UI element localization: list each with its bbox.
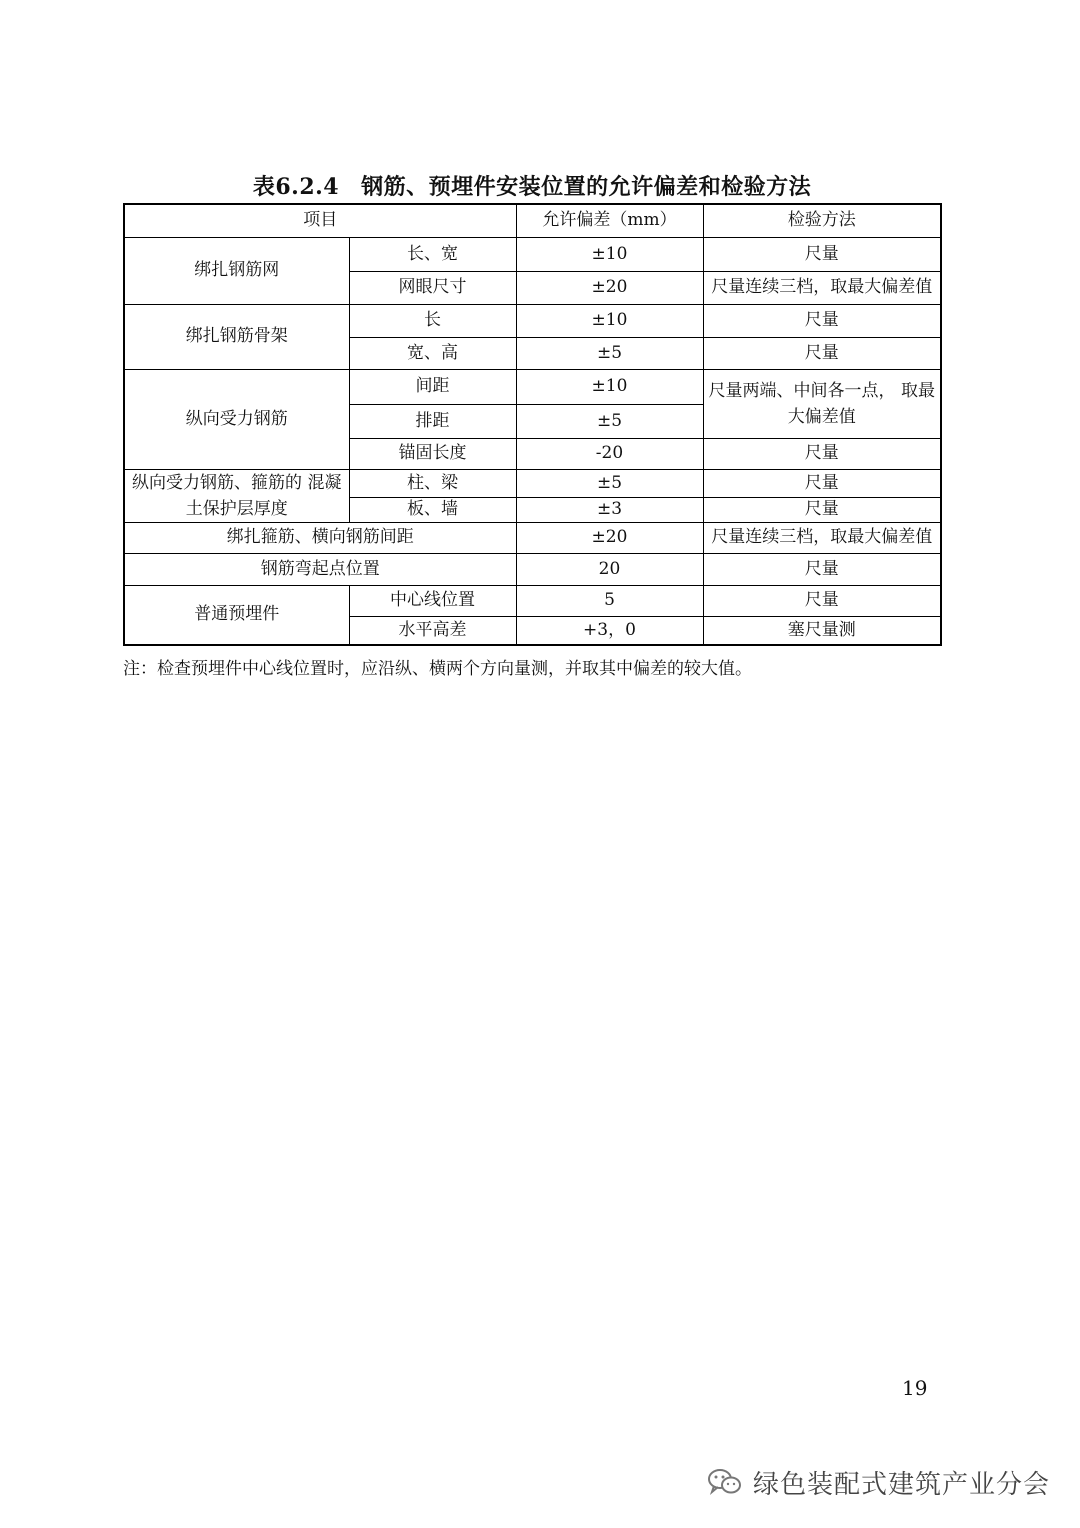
tolerance-cell: ±10 — [516, 369, 703, 404]
tolerance-cell: ±5 — [516, 469, 703, 497]
item-cell: 绑扎箍筋、横向钢筋间距 — [124, 522, 516, 553]
tolerance-cell: ±20 — [516, 271, 703, 304]
method-cell: 尺量 — [703, 337, 941, 369]
method-cell: 尺量 — [703, 553, 941, 585]
page-number: 19 — [902, 1376, 928, 1400]
method-cell: 尺量 — [703, 304, 941, 337]
tolerance-cell: ±5 — [516, 337, 703, 369]
method-cell: 尺量 — [703, 469, 941, 497]
table-row — [124, 585, 941, 616]
tolerance-cell: +3，0 — [516, 616, 703, 645]
method-cell: 尺量 — [703, 585, 941, 616]
tolerance-cell: ±5 — [516, 404, 703, 438]
tolerance-cell: ±10 — [516, 237, 703, 271]
item-cell: 钢筋弯起点位置 — [124, 553, 516, 585]
tolerance-cell: -20 — [516, 438, 703, 469]
tolerance-cell: 20 — [516, 553, 703, 585]
item-cell: 间距 — [349, 369, 516, 404]
table-row — [124, 304, 941, 337]
tolerance-cell: ±10 — [516, 304, 703, 337]
method-cell: 尺量连续三档，取最大偏差值 — [703, 522, 941, 553]
table-row — [124, 553, 941, 585]
group-cell: 绑扎钢筋骨架 — [124, 304, 349, 369]
table-number: 表6.2.4 — [252, 174, 340, 200]
method-cell: 尺量 — [703, 497, 941, 522]
watermark — [707, 1462, 1050, 1502]
method-cell: 尺量连续三档，取最大偏差值 — [703, 271, 941, 304]
item-cell: 排距 — [349, 404, 516, 438]
table-note: 注：检查预埋件中心线位置时，应沿纵、横两个方向量测，并取其中偏差的较大值。 — [123, 659, 752, 679]
group-cell: 绑扎钢筋网 — [124, 237, 349, 304]
method-cell: 塞尺量测 — [703, 616, 941, 645]
item-cell: 板、墙 — [349, 497, 516, 522]
group-cell: 纵向受力钢筋、箍筋的 混凝土保护层厚度 — [124, 469, 349, 522]
item-cell: 长、宽 — [349, 237, 516, 271]
tolerance-cell: ±20 — [516, 522, 703, 553]
group-cell: 普通预埋件 — [124, 585, 349, 645]
table-row — [124, 469, 941, 497]
header-item: 项目 — [124, 204, 516, 237]
item-cell: 水平高差 — [349, 616, 516, 645]
header-method: 检验方法 — [703, 204, 941, 237]
item-cell: 宽、高 — [349, 337, 516, 369]
tolerance-cell: 5 — [516, 585, 703, 616]
method-cell: 尺量两端、中间各一点， 取最大偏差值 — [703, 369, 941, 438]
table-row — [124, 237, 941, 271]
table-title-text: 钢筋、预埋件安装位置的允许偏差和检验方法 — [361, 174, 812, 200]
tolerance-cell: ±3 — [516, 497, 703, 522]
table-row — [124, 522, 941, 553]
watermark-text: 绿色装配式建筑产业分会 — [753, 1469, 1051, 1500]
header-tolerance: 允许偏差（mm） — [516, 204, 703, 237]
table-header-row — [124, 204, 941, 237]
item-cell: 柱、梁 — [349, 469, 516, 497]
item-cell: 锚固长度 — [349, 438, 516, 469]
group-cell: 纵向受力钢筋 — [124, 369, 349, 469]
item-cell: 长 — [349, 304, 516, 337]
item-cell: 中心线位置 — [349, 585, 516, 616]
method-cell: 尺量 — [703, 237, 941, 271]
table-row — [124, 369, 941, 404]
method-cell: 尺量 — [703, 438, 941, 469]
item-cell: 网眼尺寸 — [349, 271, 516, 304]
wechat-icon — [707, 1467, 743, 1497]
table-title — [0, 170, 1064, 201]
tolerance-table — [123, 203, 942, 646]
